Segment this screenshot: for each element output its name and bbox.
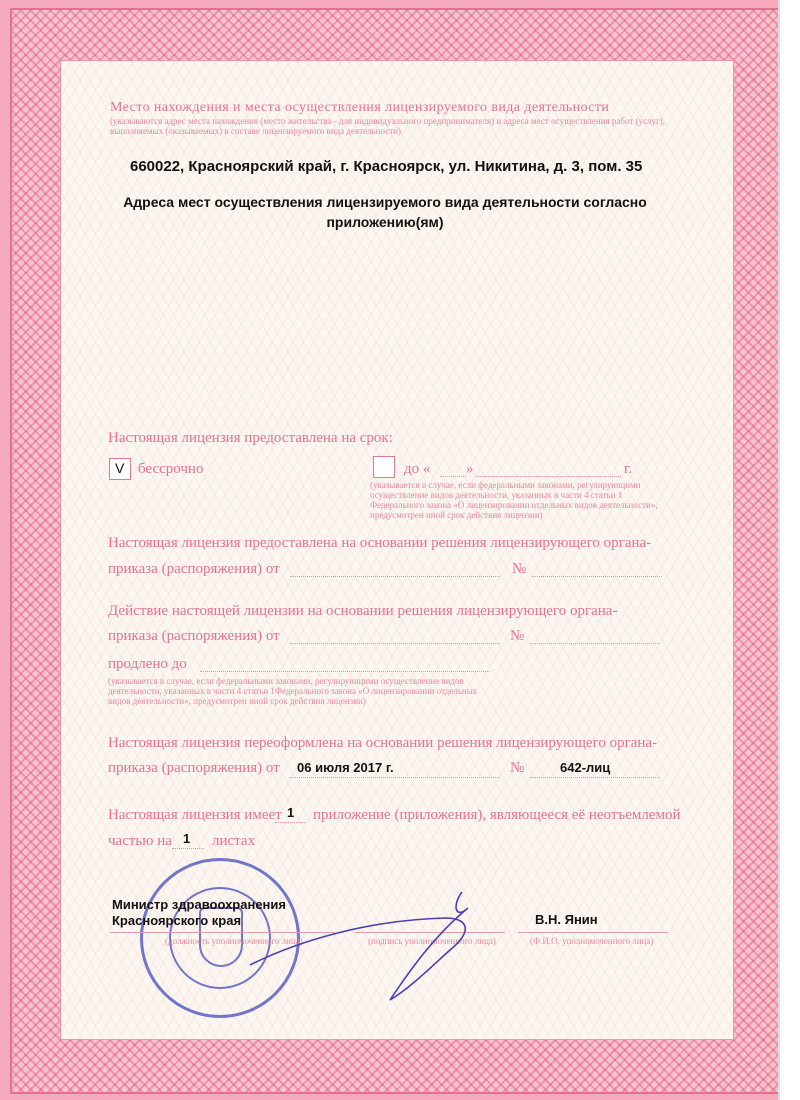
until-quote: » xyxy=(466,461,474,477)
reissue-number-label: № xyxy=(510,760,525,776)
signature-caption: (подпись уполномоченного лица) xyxy=(368,936,496,946)
indefinite-label: бессрочно xyxy=(138,461,204,477)
signatory-name: В.Н. Янин xyxy=(535,912,598,927)
grant-line2: приказа (распоряжения) от xyxy=(108,561,280,577)
extension-line2: приказа (распоряжения) от xyxy=(108,628,280,644)
grant-date-line xyxy=(290,576,500,577)
extended-until-label: продлено до xyxy=(108,656,187,672)
appendix-count: 1 xyxy=(287,805,295,820)
signatory-position-line1: Министр здравоохранения xyxy=(112,897,286,912)
section-note: (указываются адрес места нахождения (место жительства - для индивидуального предпринимателя) и адреса мест осуществления работ (услуг), выполняемых (оказываемых) в составе лицензируемого вида деятельности) xyxy=(110,116,665,136)
reissue-date: 06 июля 2017 г. xyxy=(297,760,394,775)
name-line xyxy=(518,932,668,933)
extended-until-line xyxy=(200,671,490,672)
until-date-line xyxy=(476,476,621,477)
appendix-count-line xyxy=(275,822,305,823)
name-caption: (Ф.И.О. уполномоченного лица) xyxy=(530,936,654,946)
appendix-sheets-line xyxy=(172,848,204,849)
appendix-text3: частью на xyxy=(108,833,172,849)
extension-line1: Действие настоящей лицензии на основании решения лицензирующего органа- xyxy=(108,603,618,619)
handwritten-signature xyxy=(240,880,480,1010)
grant-number-line xyxy=(532,576,662,577)
term-label: Настоящая лицензия предоставлена на срок: xyxy=(108,430,393,446)
reissue-number: 642-лиц xyxy=(560,760,611,775)
reissue-line1: Настоящая лицензия переоформлена на основании решения лицензирующего органа- xyxy=(108,735,658,751)
appendix-text2: приложение (приложения), являющееся её неотъемлемой xyxy=(313,807,681,823)
appendix-text4: листах xyxy=(212,833,256,849)
scan-edge xyxy=(778,0,800,1100)
appendix-sheets: 1 xyxy=(183,831,191,846)
extension-note: (указывается в случае, если федеральными законами, регулирующими осуществление видов деятельности, указанных в части 4 статьи 1Федерального закона «О лицензировании отдельных видов деятельности», предусмотрен иной срок действия лицензии) xyxy=(108,676,478,706)
addresses-note: Адреса мест осуществления лицензируемого вида деятельности согласно приложению(ям) xyxy=(123,194,647,230)
section-title: Место нахождения и места осуществления лицензируемого вида деятельности xyxy=(110,100,610,115)
reissue-date-line xyxy=(290,777,500,778)
signatory-position-line2: Красноярского края xyxy=(112,913,242,928)
extension-number-label: № xyxy=(510,628,525,644)
check-mark: V xyxy=(115,460,125,476)
grant-number-label: № xyxy=(512,561,527,577)
appendix-text1: Настоящая лицензия имеет xyxy=(108,807,282,823)
reissue-line2: приказа (распоряжения) от xyxy=(108,760,280,776)
extension-number-line xyxy=(530,643,660,644)
until-prefix: до « xyxy=(404,461,431,477)
until-note: (указывается в случае, если федеральными законами, регулирующими осуществление видов деятельности, указанных в части 4 статьи 1 Федерального закона «О лицензировании отдельных видов деятельности», предусмотрен иной срок действия лицензии) xyxy=(370,480,658,520)
organization-address: 660022, Красноярский край, г. Красноярск, ул. Никитина, д. 3, пом. 35 xyxy=(130,158,643,175)
until-day-line xyxy=(440,476,466,477)
grant-line1: Настоящая лицензия предоставлена на основании решения лицензирующего органа- xyxy=(108,535,652,551)
extension-date-line xyxy=(290,643,500,644)
position-caption: (должность уполномоченного лица) xyxy=(165,936,303,946)
until-checkbox[interactable] xyxy=(373,456,395,478)
until-year: г. xyxy=(624,461,633,477)
indefinite-checkbox[interactable] xyxy=(109,458,131,480)
reissue-number-line xyxy=(530,777,660,778)
